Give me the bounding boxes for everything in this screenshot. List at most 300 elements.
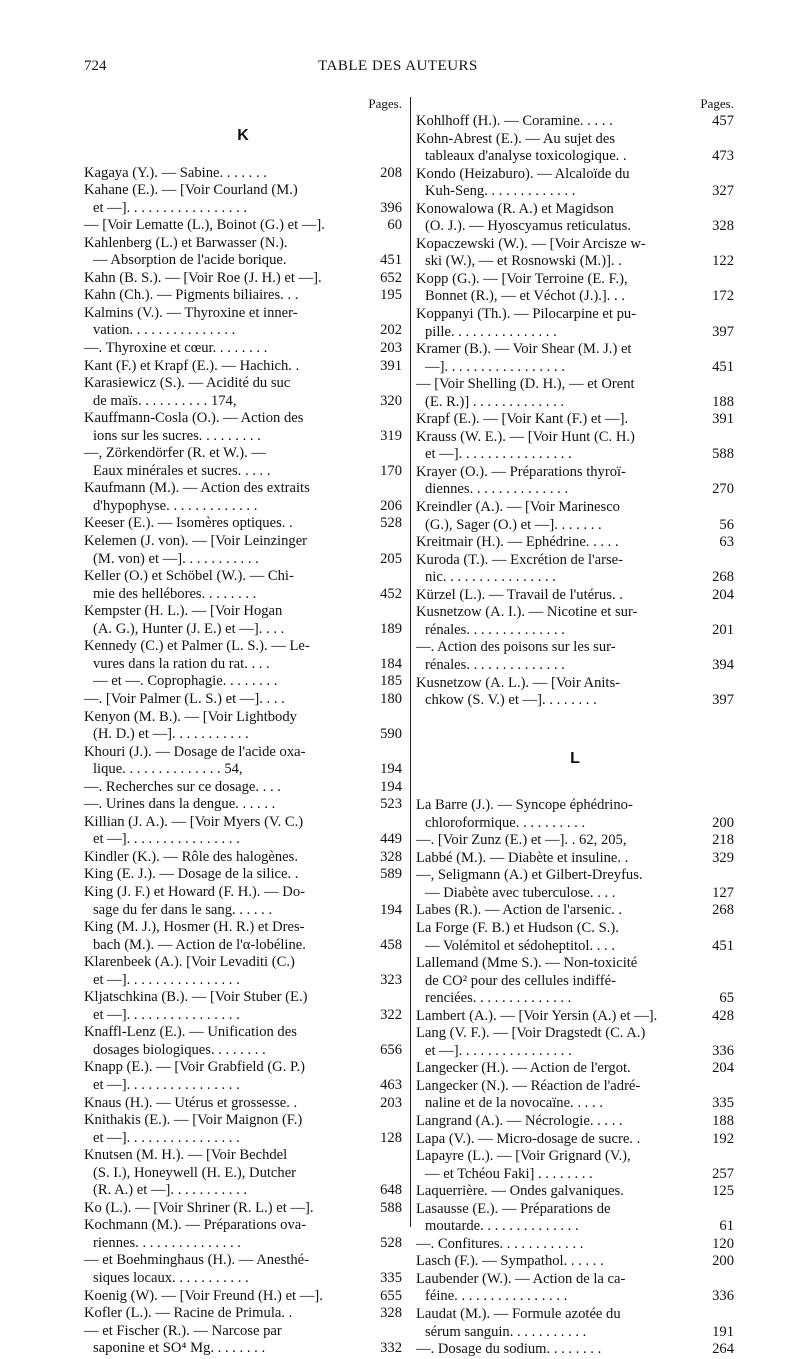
entry-text: Kochmann (M.). — Préparations ova- — [84, 1217, 307, 1234]
entry-page-number: 189 — [380, 620, 402, 637]
entry-text: (H. D.) et —]. . . . . . . . . . . — [93, 726, 249, 743]
index-entry-line — [84, 322, 402, 340]
entry-text: Lambert (A.). — [Voir Yersin (A.) et —]. — [416, 1007, 658, 1024]
entry-page-number: 428 — [712, 1007, 734, 1024]
index-entry-line — [416, 288, 734, 306]
index-entry-line — [416, 446, 734, 464]
index-entry-line — [416, 1253, 734, 1271]
entry-text: —]. . . . . . . . . . . . . . . . . — [425, 358, 565, 375]
index-entry-line — [84, 305, 402, 323]
entry-page-number: 203 — [380, 340, 402, 357]
author-index-list — [416, 797, 734, 1359]
index-entry-line — [84, 1200, 402, 1218]
entry-text: Kohn-Abrest (E.). — Au sujet des — [416, 130, 616, 147]
column-divider — [410, 97, 411, 1227]
right-column — [416, 95, 734, 1359]
entry-text: et —]. . . . . . . . . . . . . . . . — [93, 1076, 240, 1093]
entry-text: Knithakis (E.). — [Voir Maignon (F.) — [84, 1112, 303, 1129]
index-entry-line — [416, 253, 734, 271]
entry-text: ski (W.), — et Rosnowski (M.)]. . — [425, 253, 622, 270]
index-entry-line — [84, 1252, 402, 1270]
entry-text: et —]. . . . . . . . . . . . . . . . — [93, 971, 240, 988]
entry-text: Laudat (M.). — Formule azotée du — [416, 1306, 621, 1322]
entry-text: — [Voir Shelling (D. H.), — et Orent — [416, 376, 635, 393]
entry-page-number: 336 — [712, 1042, 734, 1059]
index-entry-line — [84, 902, 402, 920]
entry-text: — et Fischer (R.). — Narcose par — [84, 1322, 282, 1339]
index-entry-line — [416, 306, 734, 324]
entry-page-number: 125 — [712, 1183, 734, 1200]
index-entry-line — [416, 1078, 734, 1096]
entry-page-number: 127 — [712, 884, 734, 901]
entry-text: (M. von) et —]. . . . . . . . . . . — [93, 550, 259, 567]
index-entry-line — [84, 533, 402, 551]
entry-text: —, Zörkendörfer (R. et W.). — — [84, 445, 266, 462]
index-entry-line — [84, 1130, 402, 1148]
index-entry-line — [416, 587, 734, 605]
entry-text: Lallemand (Mme S.). — Non-toxicité — [416, 955, 638, 972]
entry-text: — Volémitol et sédoheptitol. . . . — [425, 937, 615, 954]
entry-page-number: 270 — [712, 481, 734, 498]
index-entry-line — [416, 113, 734, 131]
entry-page-number: 590 — [380, 726, 402, 743]
entry-text: Khouri (J.). — Dosage de l'acide oxa- — [84, 743, 306, 760]
index-entry-line — [416, 1131, 734, 1149]
entry-page-number: 200 — [712, 1253, 734, 1270]
entry-text: Lang (V. F.). — [Voir Dragstedt (C. A.) — [416, 1025, 646, 1042]
entry-text: de CO² pour des cellules indiffé- — [425, 972, 616, 989]
entry-text: Kuh-Seng. . . . . . . . . . . . . — [425, 183, 576, 200]
index-entry-line — [84, 551, 402, 569]
index-entry-line — [84, 200, 402, 218]
index-entry-line — [416, 464, 734, 482]
entry-text: — et Tchéou Faki] . . . . . . . . — [425, 1165, 593, 1182]
entry-text: diennes. . . . . . . . . . . . . . — [425, 481, 569, 498]
entry-text: Knapp (E.). — [Voir Grabfield (G. P.) — [84, 1059, 306, 1076]
index-entry-line — [84, 656, 402, 674]
pages-label: Pages. — [368, 96, 402, 111]
index-entry-line — [416, 324, 734, 342]
running-title: TABLE DES AUTEURS — [318, 58, 478, 74]
index-entry-line — [416, 938, 734, 956]
entry-page-number: 588 — [712, 446, 734, 463]
index-entry-line — [84, 1042, 402, 1060]
entry-text: Kelemen (J. von). — [Voir Leinzinger — [84, 533, 308, 550]
entry-page-number: 65 — [719, 990, 734, 1007]
index-entry-line — [84, 1323, 402, 1341]
index-entry-line — [416, 148, 734, 166]
entry-text: sérum sanguin. . . . . . . . . . . — [425, 1323, 587, 1340]
index-entry-line — [416, 920, 734, 938]
entry-page-number: 396 — [380, 199, 402, 216]
left-column — [84, 95, 402, 1358]
entry-text: Krayer (O.). — Préparations thyroï- — [416, 463, 626, 480]
index-entry-line — [84, 1165, 402, 1183]
entry-text: pille. . . . . . . . . . . . . . . — [425, 323, 557, 340]
index-entry-line — [84, 568, 402, 586]
entry-page-number: 206 — [380, 497, 402, 514]
entry-text: Kofler (L.). — Racine de Primula. . — [84, 1305, 293, 1322]
entry-page-number: 170 — [380, 462, 402, 479]
section-letter-k: K — [237, 127, 249, 144]
entry-text: renciées. . . . . . . . . . . . . . — [425, 990, 572, 1007]
index-entry-line — [416, 639, 734, 657]
index-entry-line — [416, 1324, 734, 1342]
entry-text: Knutsen (M. H.). — [Voir Bechdel — [84, 1147, 288, 1164]
index-entry-line — [416, 429, 734, 447]
entry-text: Kopp (G.). — [Voir Terroine (E. F.), — [416, 270, 628, 287]
index-entry-line — [84, 1340, 402, 1358]
index-entry-line — [84, 1007, 402, 1025]
entry-text: Knaus (H.). — Utérus et grossesse. . — [84, 1094, 298, 1111]
entry-text: chkow (S. V.) et —]. . . . . . . . — [425, 692, 597, 709]
index-entry-line — [416, 973, 734, 991]
entry-text: dosages biologiques. . . . . . . . — [93, 1041, 266, 1058]
entry-text: moutarde. . . . . . . . . . . . . . — [425, 1218, 579, 1235]
index-entry-line — [84, 796, 402, 814]
author-index-list — [416, 113, 734, 710]
entry-text: Kopaczewski (W.). — [Voir Arcisze w- — [416, 235, 646, 252]
page-header — [84, 58, 712, 80]
entry-text: Kennedy (C.) et Palmer (L. S.). — Le- — [84, 638, 310, 655]
entry-page-number: 652 — [380, 269, 402, 286]
entry-text: naline et de la novocaïne. . . . . — [425, 1095, 603, 1112]
index-entry-line — [84, 1288, 402, 1306]
index-entry-line — [416, 1183, 734, 1201]
index-entry-line — [416, 1341, 734, 1359]
entry-text: chloroformique. . . . . . . . . . — [425, 814, 586, 831]
entry-page-number: 320 — [380, 392, 402, 409]
entry-text: saponine et SO⁴ Mg. . . . . . . . — [93, 1340, 266, 1357]
index-entry-line — [84, 375, 402, 393]
entry-text: King (E. J.). — Dosage de la silice. . — [84, 866, 299, 883]
index-entry-line — [416, 1288, 734, 1306]
index-entry-line — [416, 1148, 734, 1166]
entry-page-number: 394 — [712, 656, 734, 673]
index-entry-line — [84, 691, 402, 709]
entry-page-number: 204 — [712, 1060, 734, 1077]
entry-text: Labes (R.). — Action de l'arsenic. . — [416, 902, 623, 919]
index-entry-line — [84, 1112, 402, 1130]
index-entry-line — [84, 463, 402, 481]
entry-page-number: 202 — [380, 322, 402, 339]
entry-text: Lasch (F.). — Sympathol. . . . . . — [416, 1253, 604, 1270]
index-entry-line — [416, 832, 734, 850]
entry-text: lique. . . . . . . . . . . . . . 54, — [93, 761, 243, 778]
entry-text: Kreitmair (H.). — Ephédrine. . . . . — [416, 534, 619, 551]
entry-page-number: 327 — [712, 183, 734, 200]
entry-page-number: 194 — [380, 778, 402, 795]
entry-text: (A. G.), Hunter (J. E.) et —]. . . . — [93, 620, 285, 637]
entry-text: — Diabète avec tuberculose. . . . — [425, 884, 616, 901]
index-entry-line — [416, 271, 734, 289]
entry-text: Keeser (E.). — Isomères optiques. . — [84, 515, 293, 532]
entry-text: Langrand (A.). — Nécrologie. . . . . — [416, 1112, 623, 1129]
index-entry-line — [84, 937, 402, 955]
index-entry-line — [84, 1235, 402, 1253]
entry-text: Kusnetzow (A. I.). — Nicotine et sur- — [416, 604, 638, 621]
entry-text: Kuroda (T.). — Excrétion de l'arse- — [416, 551, 623, 568]
entry-page-number: 188 — [712, 393, 734, 410]
entry-text: Kondo (Heizaburo). — Alcaloïde du — [416, 165, 630, 182]
entry-page-number: 204 — [712, 586, 734, 603]
index-entry-line — [84, 428, 402, 446]
index-entry-line — [84, 270, 402, 288]
index-entry-line — [416, 1218, 734, 1236]
entry-text: Lasausse (E.). — Préparations de — [416, 1200, 611, 1217]
entry-page-number: 63 — [719, 534, 734, 551]
index-entry-line — [416, 797, 734, 815]
entry-text: Karasiewicz (S.). — Acidité du suc — [84, 375, 291, 392]
entry-text: — et —. Coprophagie. . . . . . . . — [93, 673, 278, 690]
entry-text: Kahane (E.). — [Voir Courland (M.) — [84, 182, 298, 199]
entry-page-number: 218 — [712, 832, 734, 849]
entry-text: Konowalowa (R. A.) et Magidson — [416, 200, 614, 217]
index-entry-line — [416, 1166, 734, 1184]
entry-page-number: 391 — [380, 357, 402, 374]
index-entry-line — [84, 761, 402, 779]
index-entry-line — [84, 849, 402, 867]
entry-text: Kant (F.) et Krapf (E.). — Hachich. . — [84, 357, 300, 374]
entry-page-number: 528 — [380, 1234, 402, 1251]
index-entry-line — [416, 1095, 734, 1113]
index-entry-line — [416, 131, 734, 149]
entry-page-number: 194 — [380, 761, 402, 778]
index-entry-line — [84, 1024, 402, 1042]
index-entry-line — [84, 919, 402, 937]
entry-text: Bonnet (R.), — et Véchot (J.).]. . . — [425, 288, 625, 305]
entry-page-number: 451 — [712, 358, 734, 375]
entry-text: Eaux minérales et sucres. . . . . — [93, 462, 271, 479]
index-entry-line — [84, 603, 402, 621]
entry-page-number: 655 — [380, 1287, 402, 1304]
entry-text: rénales. . . . . . . . . . . . . . — [425, 621, 565, 638]
entry-page-number: 463 — [380, 1076, 402, 1093]
index-entry-line — [84, 287, 402, 305]
index-entry-line — [84, 393, 402, 411]
entry-text: Kindler (K.). — Rôle des halogènes. — [84, 848, 298, 865]
index-entry-line — [416, 1201, 734, 1219]
entry-text: féine. . . . . . . . . . . . . . . . — [425, 1288, 568, 1305]
entry-page-number: 208 — [380, 164, 402, 181]
index-entry-line — [416, 675, 734, 693]
entry-text: Keller (O.) et Schöbel (W.). — Chi- — [84, 568, 294, 585]
index-entry-line — [416, 201, 734, 219]
entry-page-number: 322 — [380, 1006, 402, 1023]
entry-text: siques locaux. . . . . . . . . . . — [93, 1270, 249, 1286]
entry-page-number: 648 — [380, 1182, 402, 1199]
entry-text: et —]. . . . . . . . . . . . . . . . . — [93, 199, 248, 216]
entry-text: Krauss (W. E.). — [Voir Hunt (C. H.) — [416, 428, 635, 445]
entry-page-number: 397 — [712, 323, 734, 340]
index-entry-line — [416, 604, 734, 622]
page-number: 724 — [84, 58, 107, 74]
entry-text: —. [Voir Zunz (E.) et —]. . 62, 205, — [416, 832, 627, 849]
entry-text: Kaufmann (M.). — Action des extraits — [84, 480, 310, 497]
index-entry-line — [416, 236, 734, 254]
entry-text: ions sur les sucres. . . . . . . . . — [93, 427, 261, 444]
entry-text: —. [Voir Palmer (L. S.) et —]. . . . — [84, 690, 285, 707]
index-entry-line — [416, 657, 734, 675]
entry-text: Kenyon (M. B.). — [Voir Lightbody — [84, 708, 297, 725]
entry-page-number: 588 — [380, 1199, 402, 1216]
entry-text: Kahlenberg (L.) et Barwasser (N.). — [84, 234, 288, 251]
entry-text: La Forge (F. B.) et Hudson (C. S.). — [416, 919, 619, 936]
entry-page-number: 180 — [380, 690, 402, 707]
entry-text: —. Urines dans la dengue. . . . . . — [84, 796, 276, 813]
index-entry-line — [416, 1271, 734, 1289]
index-entry-line — [84, 515, 402, 533]
entry-text: —. Action des poisons sur les sur- — [416, 639, 616, 656]
entry-text: Kürzel (L.). — Travail de l'utérus. . — [416, 586, 623, 603]
entry-page-number: 120 — [712, 1235, 734, 1252]
index-entry-line — [84, 410, 402, 428]
entry-text: Kauffmann-Cosla (O.). — Action des — [84, 410, 304, 427]
index-entry-line — [416, 990, 734, 1008]
entry-text: Kahn (Ch.). — Pigments biliaires. . . — [84, 287, 299, 304]
index-entry-line — [416, 850, 734, 868]
entry-page-number: 328 — [380, 848, 402, 865]
section-letter-l: L — [570, 749, 580, 767]
index-entry-line — [416, 376, 734, 394]
index-entry-line — [416, 359, 734, 377]
index-entry-line — [416, 394, 734, 412]
entry-text: Laquerrière. — Ondes galvaniques. — [416, 1183, 624, 1200]
index-entry-line — [84, 726, 402, 744]
index-entry-line — [84, 1095, 402, 1113]
index-entry-line — [416, 885, 734, 903]
index-entry-line — [84, 252, 402, 270]
entry-page-number: 528 — [380, 515, 402, 532]
entry-page-number: 329 — [712, 849, 734, 866]
entry-text: rénales. . . . . . . . . . . . . . — [425, 656, 565, 673]
entry-text: — et Boehminghaus (H.). — Anesthé- — [84, 1252, 309, 1269]
entry-text: —. Thyroxine et cœur. . . . . . . . — [84, 340, 268, 357]
entry-page-number: 195 — [380, 287, 402, 304]
author-index-list — [84, 165, 402, 1358]
entry-text: — Absorption de l'acide borique. — [93, 252, 287, 269]
index-entry-line — [84, 831, 402, 849]
index-entry-line — [416, 1236, 734, 1254]
entry-text: d'hypophyse. . . . . . . . . . . . . — [93, 497, 258, 514]
index-entry-line — [416, 517, 734, 535]
index-entry-line — [416, 341, 734, 359]
entry-text: Kljatschkina (B.). — [Voir Stuber (E.) — [84, 989, 308, 1006]
entry-text: Ko (L.). — [Voir Shriner (R. L.) et —]. — [84, 1199, 314, 1216]
entry-text: de maïs. . . . . . . . . . 174, — [93, 392, 237, 409]
entry-text: Laubender (W.). — Action de la ca- — [416, 1270, 626, 1287]
index-entry-line — [84, 217, 402, 235]
entry-text: Lapa (V.). — Micro-dosage de sucre. . — [416, 1130, 641, 1147]
entry-page-number: 452 — [380, 585, 402, 602]
entry-page-number: 332 — [380, 1340, 402, 1357]
entry-page-number: 56 — [719, 516, 734, 533]
index-entry-line — [416, 569, 734, 587]
entry-page-number: 192 — [712, 1130, 734, 1147]
index-entry-line — [84, 954, 402, 972]
entry-text: Kagaya (Y.). — Sabine. . . . . . . — [84, 164, 267, 181]
index-entry-line — [416, 955, 734, 973]
index-entry-line — [416, 1043, 734, 1061]
entry-page-number: 656 — [380, 1041, 402, 1058]
entry-page-number: 336 — [712, 1288, 734, 1305]
index-entry-line — [416, 552, 734, 570]
index-entry-line — [84, 621, 402, 639]
entry-page-number: 122 — [712, 253, 734, 270]
pages-label: Pages. — [700, 96, 734, 111]
entry-text: Koppanyi (Th.). — Pilocarpine et pu- — [416, 306, 637, 323]
entry-text: (R. A.) et —]. . . . . . . . . . . — [93, 1182, 248, 1199]
entry-page-number: 335 — [712, 1095, 734, 1112]
entry-page-number: 257 — [712, 1165, 734, 1182]
entry-text: Kalmins (V.). — Thyroxine et inner- — [84, 304, 298, 321]
entry-text: King (J. F.) et Howard (F. H.). — Do- — [84, 883, 306, 900]
entry-page-number: 268 — [712, 902, 734, 919]
index-entry-line — [84, 586, 402, 604]
entry-text: Langecker (H.). — Action de l'ergot. — [416, 1060, 631, 1077]
entry-text: et —]. . . . . . . . . . . . . . . . — [93, 1129, 240, 1146]
entry-page-number: 268 — [712, 569, 734, 586]
entry-text: vation. . . . . . . . . . . . . . . — [93, 322, 236, 339]
entry-text: (S. I.), Honeywell (H. E.), Dutcher — [93, 1164, 297, 1181]
index-entry-line — [84, 989, 402, 1007]
entry-page-number: 319 — [380, 427, 402, 444]
index-entry-line — [84, 1305, 402, 1323]
index-entry-line — [416, 622, 734, 640]
entry-page-number: 191 — [712, 1323, 734, 1340]
entry-page-number: 451 — [712, 937, 734, 954]
entry-text: Lapayre (L.). — [Voir Grignard (V.), — [416, 1148, 631, 1165]
index-entry-line — [416, 534, 734, 552]
index-entry-line — [416, 481, 734, 499]
index-entry-line — [84, 445, 402, 463]
entry-text: tableaux d'analyse toxicologique. . — [425, 148, 627, 165]
entry-text: et —]. . . . . . . . . . . . . . . . — [93, 1006, 240, 1023]
index-entry-line — [84, 1217, 402, 1235]
entry-text: Klarenbeek (A.). [Voir Levaditi (C.) — [84, 954, 295, 971]
entry-page-number: 128 — [380, 1129, 402, 1146]
entry-text: —. Confitures. . . . . . . . . . . . — [416, 1235, 584, 1252]
index-entry-line — [416, 1025, 734, 1043]
entry-page-number: 172 — [712, 288, 734, 305]
index-entry-line — [416, 1008, 734, 1026]
entry-text: Knaffl-Lenz (E.). — Unification des — [84, 1024, 297, 1041]
index-entry-line — [84, 709, 402, 727]
entry-text: Killian (J. A.). — [Voir Myers (V. C.) — [84, 813, 304, 830]
index-entry-line — [416, 692, 734, 710]
entry-page-number: 328 — [380, 1305, 402, 1322]
index-entry-line — [416, 902, 734, 920]
index-entry-line — [84, 340, 402, 358]
index-entry-line — [84, 866, 402, 884]
entry-text: Kreindler (A.). — [Voir Marinesco — [416, 499, 620, 516]
entry-text: Kramer (B.). — Voir Shear (M. J.) et — [416, 341, 632, 358]
entry-page-number: 200 — [712, 814, 734, 831]
index-entry-line — [84, 884, 402, 902]
entry-page-number: 201 — [712, 621, 734, 638]
entry-page-number: 335 — [380, 1270, 402, 1286]
index-entry-line — [84, 1077, 402, 1095]
index-entry-line — [84, 972, 402, 990]
entry-text: bach (M.). — Action de l'α-lobéline. — [93, 936, 306, 953]
entry-text: —, Seligmann (A.) et Gilbert-Dreyfus. — [416, 867, 643, 884]
index-entry-line — [84, 182, 402, 200]
index-entry-line — [84, 480, 402, 498]
index-entry-line — [416, 499, 734, 517]
entry-text: mie des hellébores. . . . . . . . — [93, 585, 257, 602]
index-entry-line — [84, 1147, 402, 1165]
index-entry-line — [416, 411, 734, 429]
